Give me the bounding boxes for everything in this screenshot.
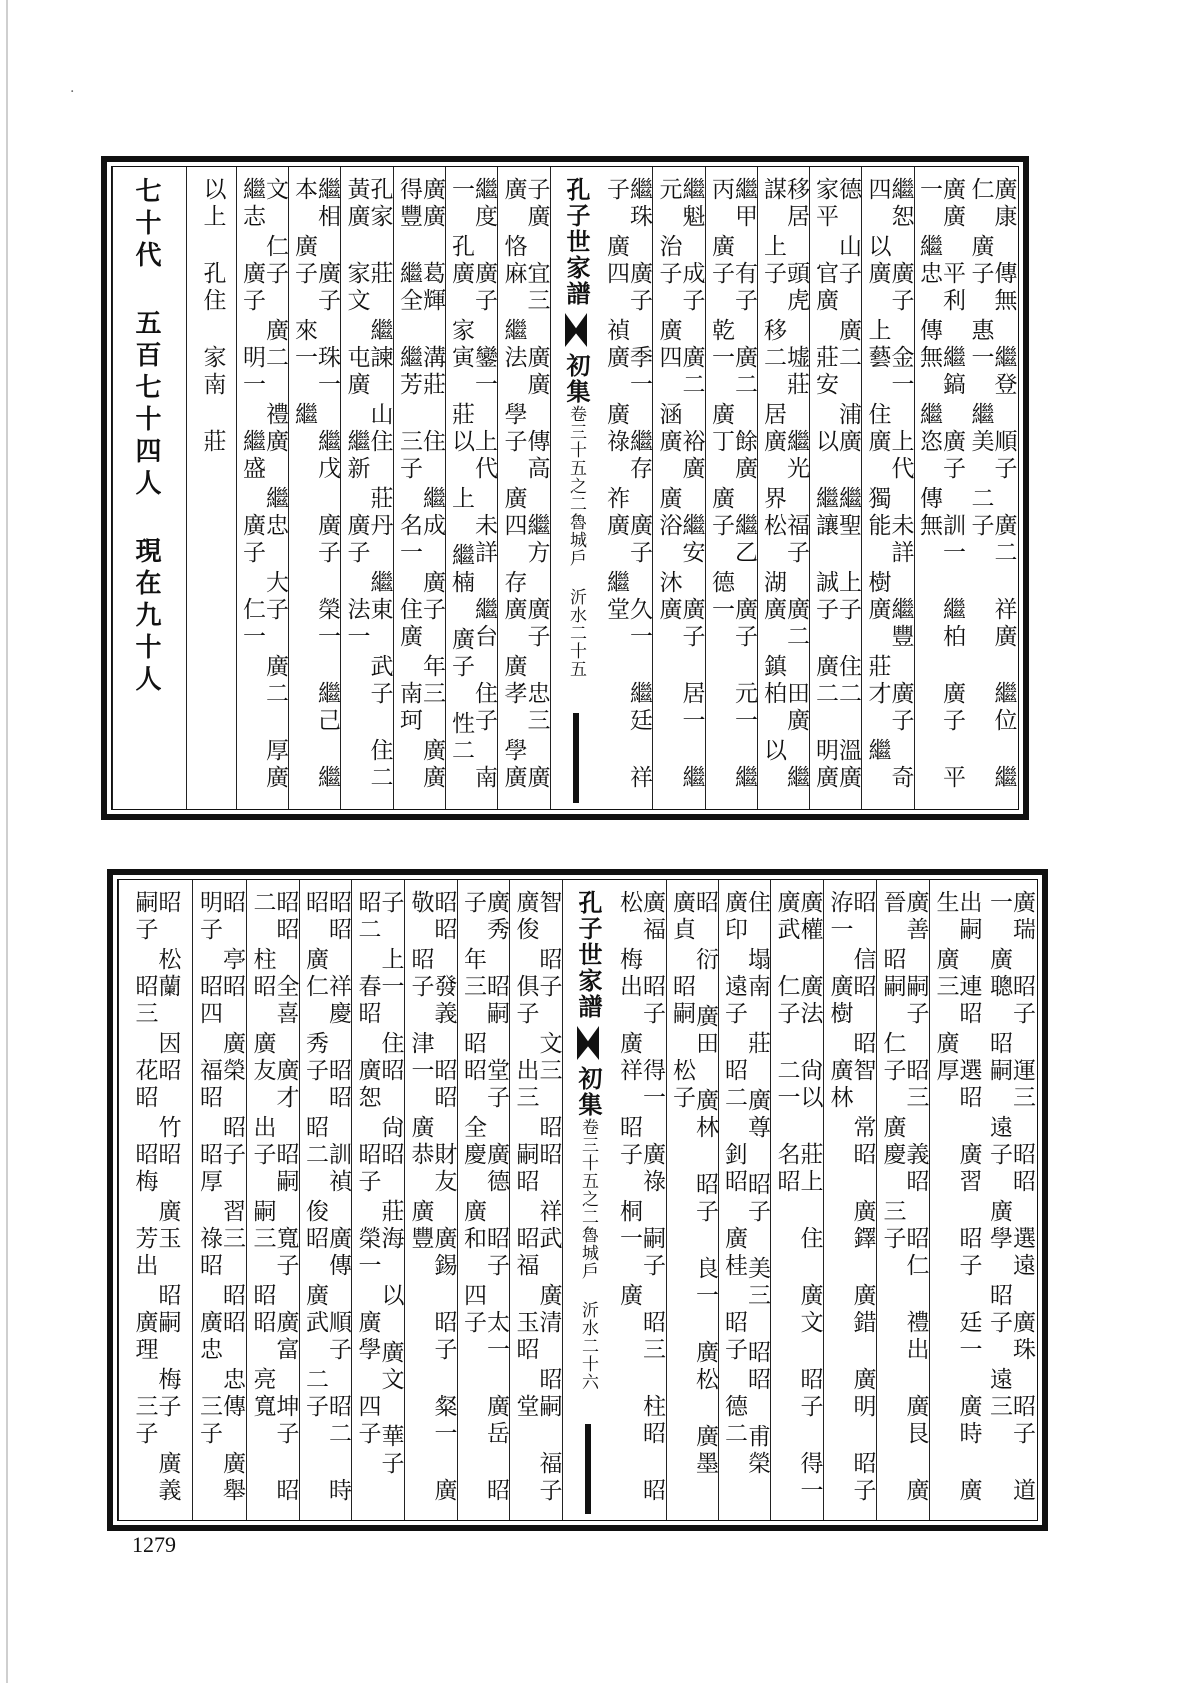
text-column: 繼魁 成子 廣二 裕廣 繼安 廣子 居一 繼元 治子 廣四 涵廣 廣浴 沐廣 [652, 167, 706, 809]
text-column: 繼度 廣子 鑾一 上代 未詳 繼台 住子 南一 孔廣 家寅 莊以 上 繼楠 廣子 性二 [445, 167, 498, 809]
text-column: 廣瑞 昭子 運三 昭昭 選遠 廣珠 昭子 道一 廣聰 昭嗣 遠子 廣學 昭子 遠三 [986, 890, 1035, 1505]
text-column: 廣廣 葛輝 溝莊 住 繼成 廣子 年三 廣廣 得豐 繼全 繼芳 三子 名一 住廣 南珂 [393, 167, 446, 809]
scan-mark: · [70, 84, 75, 100]
volume-label: 卷三十五之二 [578, 1118, 598, 1226]
book-title: 孔子世家譜 [562, 177, 591, 307]
text-column: 廣善 嗣子 昭三 義昭 昭仁 禮出 廣艮 廣晉 昭嗣 仁子 廣慶 三子 [876, 880, 930, 1520]
text-column: 子 上一 住昭 尙昭 莊海 以 廣文 華子 昭二 春昭 廣恕 昭子 榮一 廣學 四子 [351, 880, 405, 1520]
text-column: 子廣 宜三 廣廣 傳高 繼方 廣子 忠三 廣廣 恪麻 繼法 學子 廣四 存廣 廣孝 學廣 [497, 167, 551, 809]
text-column: 昭昭 全喜 廣才 昭嗣 寬子 廣富 坤子 昭二 柱昭 廣友 出子 嗣三 昭昭 亮寬 [246, 880, 300, 1520]
center-bar [585, 1424, 591, 1514]
panel-frame [117, 879, 1038, 1521]
text-column: 昭 信昭 昭智 常昭 廣鐸 廣錯 廣明 昭子 洊一 廣樹 廣林 [823, 880, 877, 1520]
text-column: 昭 亭昭 廣榮 昭子 習三 昭昭 忠傳 廣舉 明子 昭四 福昭 昭厚 祿昭 廣忠 三子 [192, 880, 247, 1520]
genealogy-panel-top [102, 157, 1028, 819]
text-column: 廣權 廣法 尙以 莊上 住 廣文 昭子 得一 廣武 仁子 二一 名昭 [770, 880, 824, 1520]
text-column: 繼恕 廣子 金一 上代 未詳 繼豐 廣子 奇四 以廣 上藝 住廣 獨能 樹廣 莊才 繼 [861, 167, 915, 809]
text-column: 繼甲 有子 廣二 餘廣 繼乙 廣子 元一 繼丙 廣子 乾一 廣丁 廣子 德一 [705, 167, 758, 809]
text-column: 昭 衍 廣田 廣林 昭子 良一 廣松 廣墨 廣貞 昭嗣 松子 [666, 880, 719, 1520]
text-column: 住 塌南 莊 廣尊 昭子 美三 昭昭 甫榮 廣印 遠子 昭二 釗昭 廣桂 昭子 德二 [718, 880, 771, 1520]
center-bar [573, 713, 579, 803]
text-column: 移居 頭虎 墟莊 繼光 福子 廣二 田廣 繼謀 上子 移二 居廣 界松 湖廣 鎮柏 以 [757, 167, 810, 809]
text-column: 智 昭子 文三 昭昭 祥武 廣清 昭嗣 福子 廣俊 俱子 出三 嗣昭 昭福 玉昭 堂 [509, 880, 563, 1520]
text-column: 繼相 廣子 珠一 繼戊 廣子 榮一 繼己 繼本 廣子 來一 繼 [288, 167, 341, 809]
text-column: 以上 孔住 家南 莊 [186, 167, 237, 809]
page-number: 1279 [132, 1532, 176, 1557]
center-title-column [562, 880, 613, 1520]
text-column: 繼珠 廣子 季一 繼存 廣子 久一 繼廷 祥子 廣四 禎廣 廣祿 祚廣 繼堂 [600, 167, 653, 809]
leaf-number: 二十六 [578, 1337, 598, 1391]
book-subtitle: 初集 [574, 1066, 603, 1118]
book-title: 孔子世家譜 [574, 890, 603, 1020]
volume-label: 卷三十五之二 [566, 405, 586, 513]
text-column: 廣福 昭子 得一 廣祿 嗣子 昭三 柱昭 昭松 梅出 廣祥 昭子 桐一 廣 [612, 880, 667, 1520]
genealogy-panel-bottom [108, 870, 1047, 1530]
generation-title-column: 七十代 五百七十四人 現在九十人 [112, 167, 179, 809]
text-column: 文 仁子 廣二 禮廣 繼忠 大子 廣二 厚廣 繼志 廣子 明一 繼盛 廣子 仁一 [236, 167, 289, 809]
text-column: 出嗣 連昭 選昭 廣習 昭子 廷一 廣時 廣生 廣三 廣厚 [929, 880, 983, 1520]
text-column: 昭昭 祥慶 昭昭 訓禎 廣傳 順子 昭二 時昭 廣仁 秀子 昭二 俊昭 廣武 二子 [299, 880, 352, 1520]
text-column: 德 山子 廣二 浦廣 繼聖 上子 住二 溫廣 家平 官廣 莊安 以 繼讓 誠子 廣二 明廣 [809, 167, 862, 809]
text-column: 孔家 莊 繼諫 山住 莊丹 繼東 武子 住二 黃廣 家文 屯廣 繼新 廣子 法一 [340, 167, 394, 809]
text-column: 廣康 傳無 繼登 順子 廣二 祥廣 繼位 繼仁 廣子 惠一 繼美 二子 [967, 177, 1017, 792]
panel-frame [111, 166, 1019, 810]
page-edge [6, 0, 8, 1683]
book-subtitle: 初集 [562, 353, 591, 405]
fish-tail-mark-icon [565, 313, 587, 347]
center-title-column [550, 167, 601, 809]
place-label: 魯城戶 沂水 [578, 1226, 598, 1337]
text-column: 昭昭 發義 昭昭 財友 廣錫 昭子 粲一 廣敬 昭子 津一 廣恭 廣豐 [404, 880, 458, 1520]
fish-tail-mark-icon [577, 1026, 599, 1060]
text-column: 廣廣 平利 繼鎬 廣子 訓一 繼柏 廣子 平一 繼忠 傳無 繼恣 傳無 [914, 167, 965, 809]
text-column: 昭 松蘭 因昭 竹昭 廣玉 昭嗣 梅子 廣義 嗣子 昭三 花昭 昭梅 芳出 廣理 三子 [118, 880, 192, 1520]
place-label: 魯城戶 沂水 [566, 513, 586, 624]
leaf-number: 二十五 [566, 624, 586, 678]
text-column: 廣秀 昭嗣 堂子 廣德 昭子 太一 廣岳 昭子 年三 昭昭 全慶 廣和 四子 [457, 880, 510, 1520]
